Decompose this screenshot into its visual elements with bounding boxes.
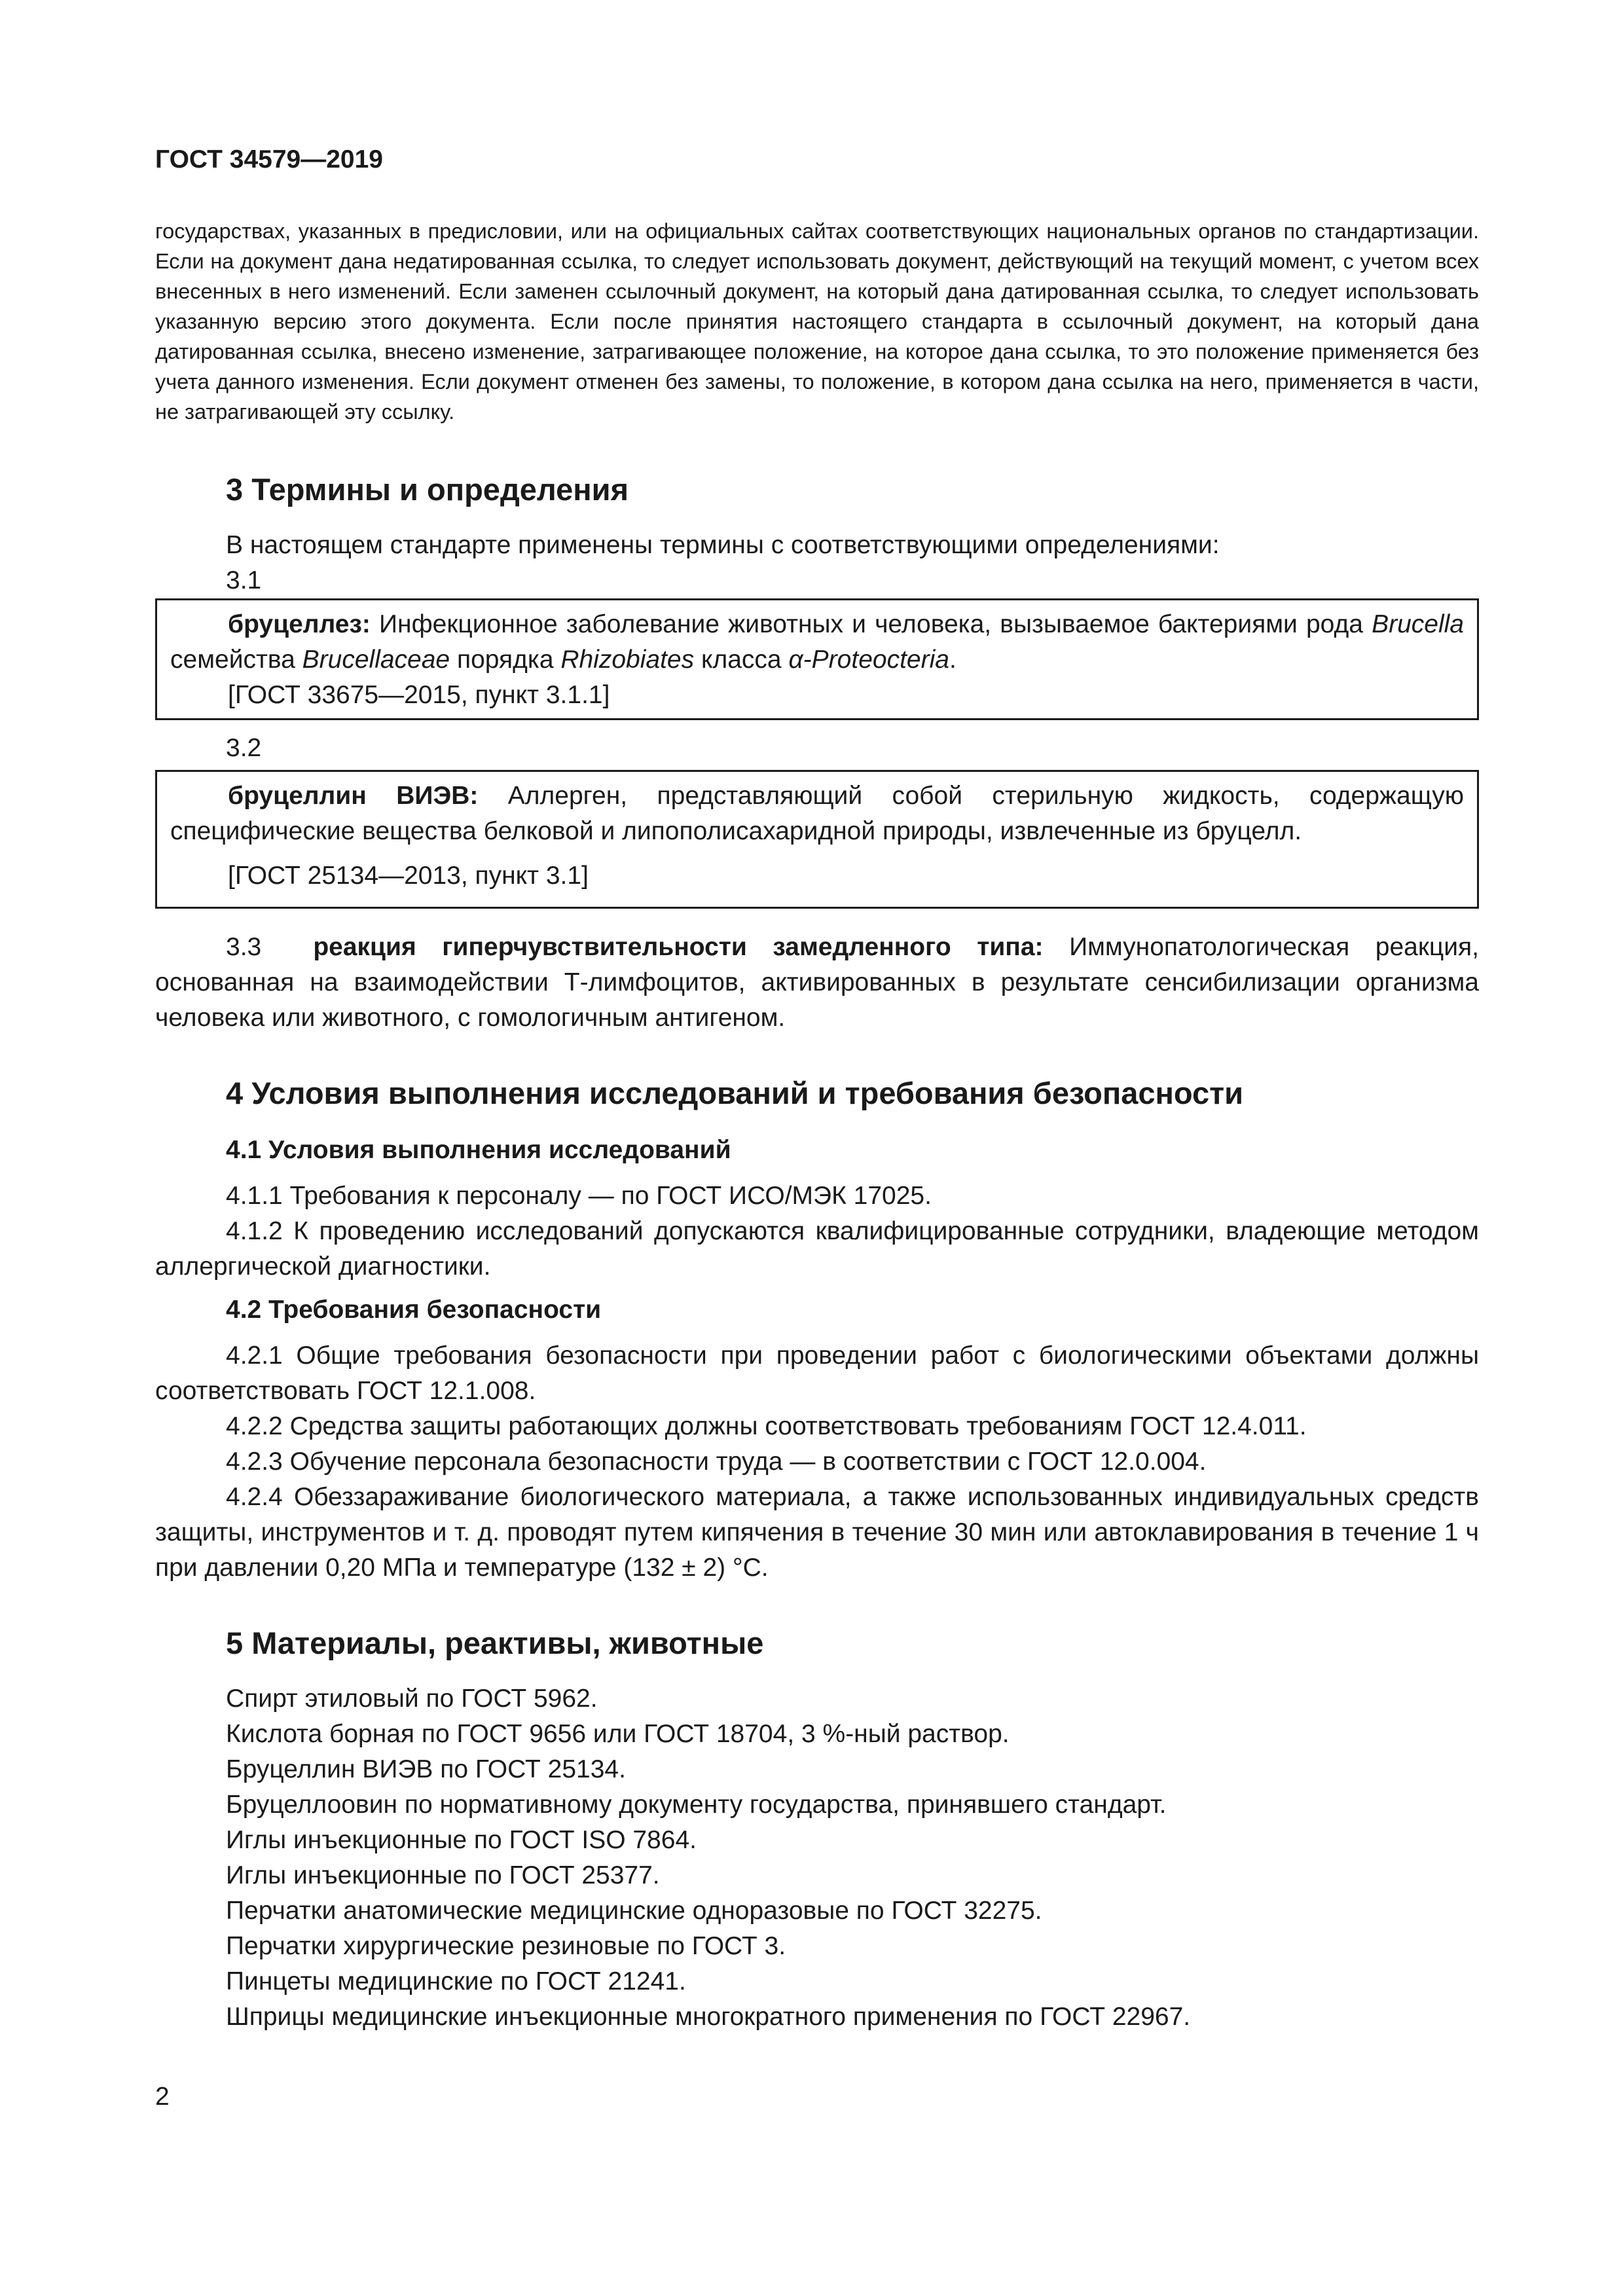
term-3-2-term: бруцеллин ВИЭВ: — [228, 782, 479, 810]
clause-4-2-2: 4.2.2 Средства защиты работающих должны соответствовать требованиям ГОСТ 12.4.011. — [226, 1412, 1307, 1440]
term-3-2-number: 3.2 — [226, 734, 262, 762]
list-item: Пинцеты медицинские по ГОСТ 21241. — [226, 1967, 686, 1995]
document-header: ГОСТ 34579—2019 — [155, 145, 383, 173]
list-item: Перчатки хирургические резиновые по ГОСТ 3. — [226, 1932, 786, 1960]
list-item: Шприцы медицинские инъекционные многократного применения по ГОСТ 22967. — [226, 2003, 1191, 2031]
section-4-2-title: 4.2 Требования безопасности — [226, 1296, 602, 1324]
section-3-intro: В настоящем стандарте применены термины с соответствующими определениями: — [226, 531, 1220, 559]
page-number: 2 — [155, 2083, 170, 2111]
document-page — [155, 144, 1479, 2035]
term-3-2-box — [155, 770, 1479, 909]
term-3-1-definition: бруцеллез: Инфекционное заболевание животных и человека, вызываемое бактериями рода Brucella семейства Brucellaceae порядка Rhizobiates класса α-Proteocteria. — [170, 610, 1464, 674]
list-item: Перчатки анатомические медицинские одноразовые по ГОСТ 32275. — [226, 1897, 1042, 1925]
clause-4-2-4: 4.2.4 Обеззараживание биологического материала, а также использованных индивидуальных средств защиты, инструментов и т. д. проводят путем кипячения в течение 30 мин или автоклавирования в течение 1 ч при давлении 0,20 МПа и температуре (132 ± 2) °С. — [155, 1483, 1479, 1582]
clause-4-2-1: 4.2.1 Общие требования безопасности при проведении работ с биологическими объектами должны соответствовать ГОСТ 12.1.008. — [155, 1341, 1479, 1405]
clause-4-2-3: 4.2.3 Обучение персонала безопасности труда — в соответствии с ГОСТ 12.0.004. — [226, 1448, 1207, 1476]
term-3-1-number: 3.1 — [226, 566, 262, 594]
list-item: Иглы инъекционные по ГОСТ ISO 7864. — [226, 1826, 697, 1854]
term-3-1-term: бруцеллез: — [228, 610, 371, 638]
term-3-2-definition: бруцеллин ВИЭВ: Аллерген, представляющий собой стерильную жидкость, содержащую специфические вещества белковой и липополисахаридной природы, извлеченные из бруцелл. — [170, 782, 1464, 845]
term-3-3-term: реакция гиперчувствительности замедленного типа: — [313, 933, 1044, 961]
term-3-2-source: [ГОСТ 25134—2013, пункт 3.1] — [228, 862, 589, 890]
section-3-title: 3 Термины и определения — [226, 472, 629, 507]
list-item: Спирт этиловый по ГОСТ 5962. — [226, 1685, 598, 1713]
list-item: Бруцеллин ВИЭВ по ГОСТ 25134. — [226, 1755, 626, 1783]
list-item: Бруцеллоовин по нормативному документу государства, принявшего стандарт. — [226, 1791, 1167, 1819]
clause-4-1-2: 4.1.2 К проведению исследований допускаются квалифицированные сотрудники, владеющие методом аллергической диагностики. — [155, 1217, 1479, 1281]
term-3-1-box — [155, 598, 1479, 720]
materials-list — [155, 1681, 1479, 2035]
section-4-1-title: 4.1 Условия выполнения исследований — [226, 1136, 731, 1164]
section-4-title: 4 Условия выполнения исследований и требования безопасности — [226, 1076, 1244, 1110]
term-3-3-paragraph: 3.3 реакция гиперчувствительности замедленного типа: Иммунопатологическая реакция, основанная на взаимодействии Т-лимфоцитов, активированных в результате сенсибилизации организма человека или животного, с гомологичным антигеном. — [155, 933, 1480, 1032]
list-item: Кислота борная по ГОСТ 9656 или ГОСТ 18704, 3 %-ный раствор. — [226, 1720, 1010, 1748]
term-3-1-source: [ГОСТ 33675—2015, пункт 3.1.1] — [228, 681, 610, 709]
list-item: Иглы инъекционные по ГОСТ 25377. — [226, 1861, 660, 1889]
section-5-title: 5 Материалы, реактивы, животные — [226, 1626, 764, 1660]
clause-4-1-1: 4.1.1 Требования к персоналу — по ГОСТ ИСО/МЭК 17025. — [226, 1182, 932, 1210]
intro-paragraph: государствах, указанных в предисловии, или на официальных сайтах соответствующих национальных органов по стандартизации. Если на документ дана недатированная ссылка, то следует использовать документ, действующий на текущий момент, с учетом всех внесенных в него изменений. Если заменен ссылочный документ, на который дана датированная ссылка, то следует использовать указанную версию этого документа. Если после принятия настоящего стандарта в ссылочный документ, на который дана датированная ссылка, внесено изменение, затрагивающее положение, на которое дана ссылка, то это положение применяется без учета данного изменения. Если документ отменен без замены, то положение, в котором дана ссылка на него, применяется в части, не затрагивающей эту ссылку. — [155, 219, 1479, 424]
